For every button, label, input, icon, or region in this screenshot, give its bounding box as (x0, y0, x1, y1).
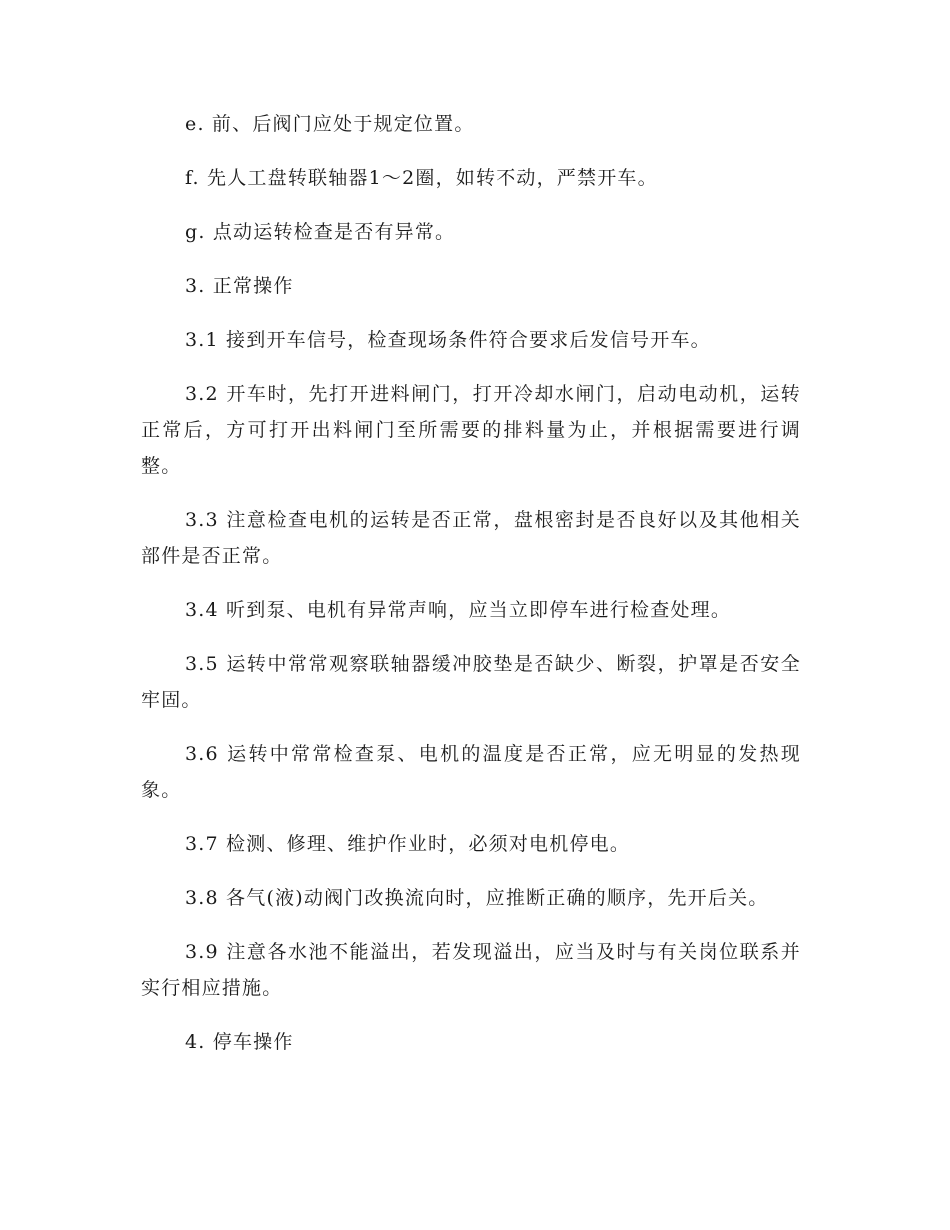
section-heading-normal-operation: 3. 正常操作 (185, 275, 294, 297)
paragraph-3-2: 3.2 开车时，先打开进料闸门，打开冷却水闸门，启动电动机，运转正常后，方可打开出料闸门至所需要的排料量为止，并根据需要进行调整。 (141, 383, 801, 477)
section-heading-stop-operation: 4. 停车操作 (185, 1031, 294, 1053)
document-body (141, 106, 801, 1078)
paragraph-e-valves: e. 前、后阀门应处于规定位置。 (185, 113, 475, 135)
paragraph-f-coupling-check: f. 先人工盘转联轴器1～2圈，如转不动，严禁开车。 (185, 167, 658, 189)
paragraph-3-1: 3.1 接到开车信号，检查现场条件符合要求后发信号开车。 (185, 329, 711, 351)
paragraph-3-5: 3.5 运转中常常观察联轴器缓冲胶垫是否缺少、断裂，护罩是否安全牢固。 (141, 653, 801, 711)
paragraph-3-3: 3.3 注意检查电机的运转是否正常，盘根密封是否良好以及其他相关部件是否正常。 (141, 509, 801, 567)
paragraph-3-7: 3.7 检测、修理、维护作业时，必须对电机停电。 (185, 833, 631, 855)
paragraph-g-jog-check: g. 点动运转检查是否有异常。 (185, 221, 456, 243)
paragraph-3-4: 3.4 听到泵、电机有异常声响，应当立即停车进行检查处理。 (185, 599, 732, 621)
paragraph-3-6: 3.6 运转中常常检查泵、电机的温度是否正常，应无明显的发热现象。 (141, 743, 801, 801)
paragraph-3-9: 3.9 注意各水池不能溢出，若发现溢出，应当及时与有关岗位联系并实行相应措施。 (141, 941, 801, 999)
paragraph-3-8: 3.8 各气(液)动阀门改换流向时，应推断正确的顺序，先开后关。 (185, 887, 769, 909)
